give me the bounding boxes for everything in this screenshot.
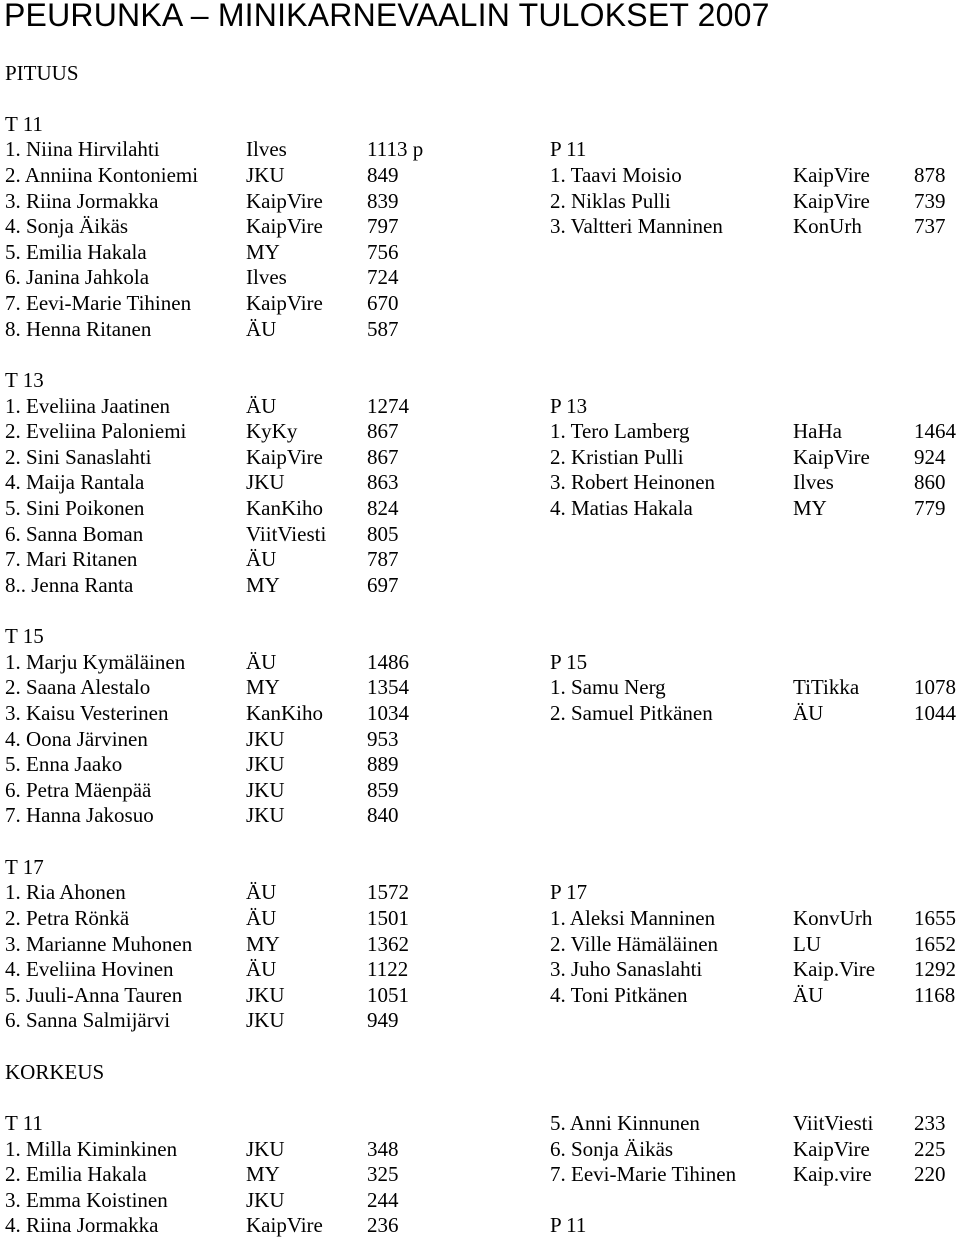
athlete-name: 7. Eevi-Marie Tihinen	[550, 1162, 737, 1187]
club-name: Kaip.Vire	[793, 957, 876, 982]
result-value: 797	[367, 214, 399, 239]
club-name: MY	[246, 572, 280, 597]
result-value: 1168	[914, 982, 956, 1007]
club-name: ÄU	[246, 957, 277, 982]
club-name: TiTikka	[793, 675, 860, 700]
athlete-name: 2. Samuel Pitkänen	[550, 701, 713, 725]
club-name: JKU	[246, 162, 285, 187]
athlete-name: 4. Toni Pitkänen	[550, 982, 688, 1007]
athlete-name: 4. Maija Rantala	[5, 470, 145, 495]
club-name: KaipVire	[793, 1136, 870, 1161]
result-value: 1354	[367, 675, 409, 700]
club-name: KaipVire	[246, 444, 323, 469]
athlete-name: 7. Mari Ritanen	[5, 547, 138, 572]
result-value: 1652	[914, 931, 956, 956]
athlete-name: 6. Sonja Äikäs	[550, 1136, 674, 1161]
club-name: KaipVire	[246, 291, 323, 316]
athlete-name: 1. Milla Kiminkinen	[5, 1136, 178, 1161]
result-value: 348	[367, 1136, 399, 1161]
category-heading: P 15	[550, 649, 588, 674]
category-heading: P 11	[550, 137, 587, 162]
athlete-name: 1. Taavi Moisio	[550, 162, 682, 187]
result-value: 1655	[914, 905, 956, 930]
category-heading: T 11	[5, 1110, 43, 1135]
club-name: MY	[246, 675, 280, 700]
athlete-name: 5. Sini Poikonen	[5, 496, 145, 521]
athlete-name: 3. Valtteri Manninen	[550, 214, 723, 239]
club-name: KaipVire	[246, 214, 323, 239]
athlete-name: 4. Sonja Äikäs	[5, 214, 129, 239]
category-heading: P 17	[550, 880, 588, 905]
result-value: 1501	[367, 905, 409, 930]
result-value: 1044	[914, 701, 956, 725]
club-name: JKU	[246, 1187, 285, 1212]
result-value: 849	[367, 162, 399, 187]
result-value: 949	[367, 1008, 399, 1033]
result-value: 889	[367, 752, 399, 777]
club-name: JKU	[246, 803, 285, 828]
result-value: 787	[367, 547, 399, 572]
club-name: Ilves	[793, 470, 834, 495]
club-name: JKU	[246, 1136, 285, 1161]
result-value: 1113 p	[367, 137, 424, 162]
club-name: MY	[246, 1162, 280, 1187]
club-name: KaipVire	[793, 162, 870, 187]
result-value: 867	[367, 444, 399, 469]
result-value: 860	[914, 470, 946, 495]
result-value: 1362	[367, 931, 409, 956]
athlete-name: 1. Eveliina Jaatinen	[5, 393, 171, 418]
result-value: 1034	[367, 701, 409, 725]
club-name: LU	[793, 931, 821, 956]
athlete-name: 2. Petra Rönkä	[5, 905, 130, 930]
athlete-name: 8.. Jenna Ranta	[5, 572, 134, 597]
result-value: 225	[914, 1136, 946, 1161]
section-heading: KORKEUS	[5, 1059, 105, 1084]
club-name: MY	[793, 496, 827, 521]
athlete-name: 5. Emilia Hakala	[5, 239, 147, 264]
result-value: 724	[367, 265, 399, 290]
athlete-name: 6. Sanna Boman	[5, 521, 144, 546]
result-value: 670	[367, 291, 399, 316]
athlete-name: 4. Oona Järvinen	[5, 726, 148, 751]
athlete-name: 1. Aleksi Manninen	[550, 905, 716, 930]
result-value: 779	[914, 496, 946, 521]
athlete-name: 6. Janina Jahkola	[5, 265, 150, 290]
athlete-name: 2. Ville Hämäläinen	[550, 931, 719, 956]
club-name: Ilves	[246, 265, 287, 290]
athlete-name: 4. Eveliina Hovinen	[5, 957, 174, 982]
result-value: 824	[367, 496, 399, 521]
result-value: 1078	[914, 675, 956, 700]
club-name: KaipVire	[246, 188, 323, 213]
result-value: 953	[367, 726, 399, 751]
result-value: 244	[367, 1187, 399, 1212]
athlete-name: 2. Kristian Pulli	[550, 444, 684, 469]
result-value: 1274	[367, 393, 409, 418]
club-name: KanKiho	[246, 496, 323, 521]
athlete-name: 2. Sini Sanaslahti	[5, 444, 152, 469]
section-heading: PITUUS	[5, 60, 79, 85]
result-value: 839	[367, 188, 399, 213]
category-heading: P 13	[550, 393, 588, 418]
athlete-name: 5. Enna Jaako	[5, 752, 123, 777]
result-value: 739	[914, 188, 946, 213]
club-name: KaipVire	[793, 444, 870, 469]
club-name: ÄU	[793, 701, 824, 725]
athlete-name: 1. Marju Kymäläinen	[5, 649, 186, 674]
athlete-name: 1. Tero Lamberg	[550, 419, 690, 444]
athlete-name: 7. Eevi-Marie Tihinen	[5, 291, 192, 316]
result-value: 587	[367, 316, 399, 341]
category-heading: T 17	[5, 854, 44, 879]
result-value: 859	[367, 777, 399, 802]
result-value: 1464	[914, 419, 956, 444]
result-value: 233	[914, 1110, 946, 1135]
result-value: 1122	[367, 957, 409, 982]
club-name: KaipVire	[246, 1213, 323, 1238]
club-name: KonUrh	[793, 214, 862, 239]
result-value: 220	[914, 1162, 946, 1187]
athlete-name: 5. Anni Kinnunen	[550, 1110, 700, 1135]
category-heading: T 13	[5, 367, 44, 392]
category-heading: T 15	[5, 624, 44, 649]
athlete-name: 3. Juho Sanaslahti	[550, 957, 703, 982]
result-value: 863	[367, 470, 399, 495]
result-value: 924	[914, 444, 946, 469]
club-name: JKU	[246, 470, 285, 495]
athlete-name: 3. Marianne Muhonen	[5, 931, 193, 956]
club-name: MY	[246, 239, 280, 264]
club-name: ViitViesti	[793, 1110, 874, 1135]
club-name: JKU	[246, 777, 285, 802]
club-name: ÄU	[246, 393, 277, 418]
club-name: ViitViesti	[246, 521, 327, 546]
result-value: 1486	[367, 649, 409, 674]
result-value: 878	[914, 162, 946, 187]
page-title: PEURUNKA – MINIKARNEVAALIN TULOKSET 2007	[4, 0, 770, 33]
athlete-name: 3. Robert Heinonen	[550, 470, 716, 495]
club-name: ÄU	[246, 905, 277, 930]
result-value: 737	[914, 214, 946, 239]
athlete-name: 4. Matias Hakala	[550, 496, 693, 521]
athlete-name: 5. Juuli-Anna Tauren	[5, 982, 183, 1007]
club-name: JKU	[246, 752, 285, 777]
club-name: HaHa	[793, 419, 842, 444]
athlete-name: 2. Eveliina Paloniemi	[5, 419, 187, 444]
athlete-name: 2. Emilia Hakala	[5, 1162, 147, 1187]
result-value: 867	[367, 419, 399, 444]
athlete-name: 3. Riina Jormakka	[5, 188, 159, 213]
result-value: 805	[367, 521, 399, 546]
club-name: ÄU	[246, 649, 277, 674]
athlete-name: 2. Anniina Kontoniemi	[5, 162, 199, 187]
result-value: 697	[367, 572, 399, 597]
club-name: ÄU	[246, 880, 277, 905]
result-value: 1051	[367, 982, 409, 1007]
club-name: KanKiho	[246, 701, 323, 725]
athlete-name: 3. Emma Koistinen	[5, 1187, 168, 1212]
athlete-name: 2. Niklas Pulli	[550, 188, 671, 213]
club-name: ÄU	[246, 316, 277, 341]
club-name: JKU	[246, 1008, 285, 1033]
club-name: KaipVire	[793, 188, 870, 213]
athlete-name: 1. Ria Ahonen	[5, 880, 126, 905]
club-name: Kaip.vire	[793, 1162, 872, 1187]
club-name: ÄU	[793, 982, 824, 1007]
athlete-name: 7. Hanna Jakosuo	[5, 803, 154, 828]
club-name: JKU	[246, 982, 285, 1007]
club-name: KonvUrh	[793, 905, 873, 930]
athlete-name: 4. Riina Jormakka	[5, 1213, 159, 1238]
category-heading: P 11	[550, 1213, 587, 1238]
category-heading: T 11	[5, 111, 43, 136]
result-value: 1292	[914, 957, 956, 982]
result-value: 1572	[367, 880, 409, 905]
result-value: 840	[367, 803, 399, 828]
result-value: 325	[367, 1162, 399, 1187]
athlete-name: 2. Saana Alestalo	[5, 675, 151, 700]
club-name: ÄU	[246, 547, 277, 572]
result-value: 236	[367, 1213, 399, 1238]
club-name: JKU	[246, 726, 285, 751]
athlete-name: 1. Samu Nerg	[550, 675, 666, 700]
athlete-name: 8. Henna Ritanen	[5, 316, 152, 341]
club-name: Ilves	[246, 137, 287, 162]
athlete-name: 6. Petra Mäenpää	[5, 777, 152, 802]
club-name: MY	[246, 931, 280, 956]
athlete-name: 6. Sanna Salmijärvi	[5, 1008, 171, 1033]
athlete-name: 1. Niina Hirvilahti	[5, 137, 160, 162]
club-name: KyKy	[246, 419, 298, 444]
athlete-name: 3. Kaisu Vesterinen	[5, 701, 169, 725]
result-value: 756	[367, 239, 399, 264]
